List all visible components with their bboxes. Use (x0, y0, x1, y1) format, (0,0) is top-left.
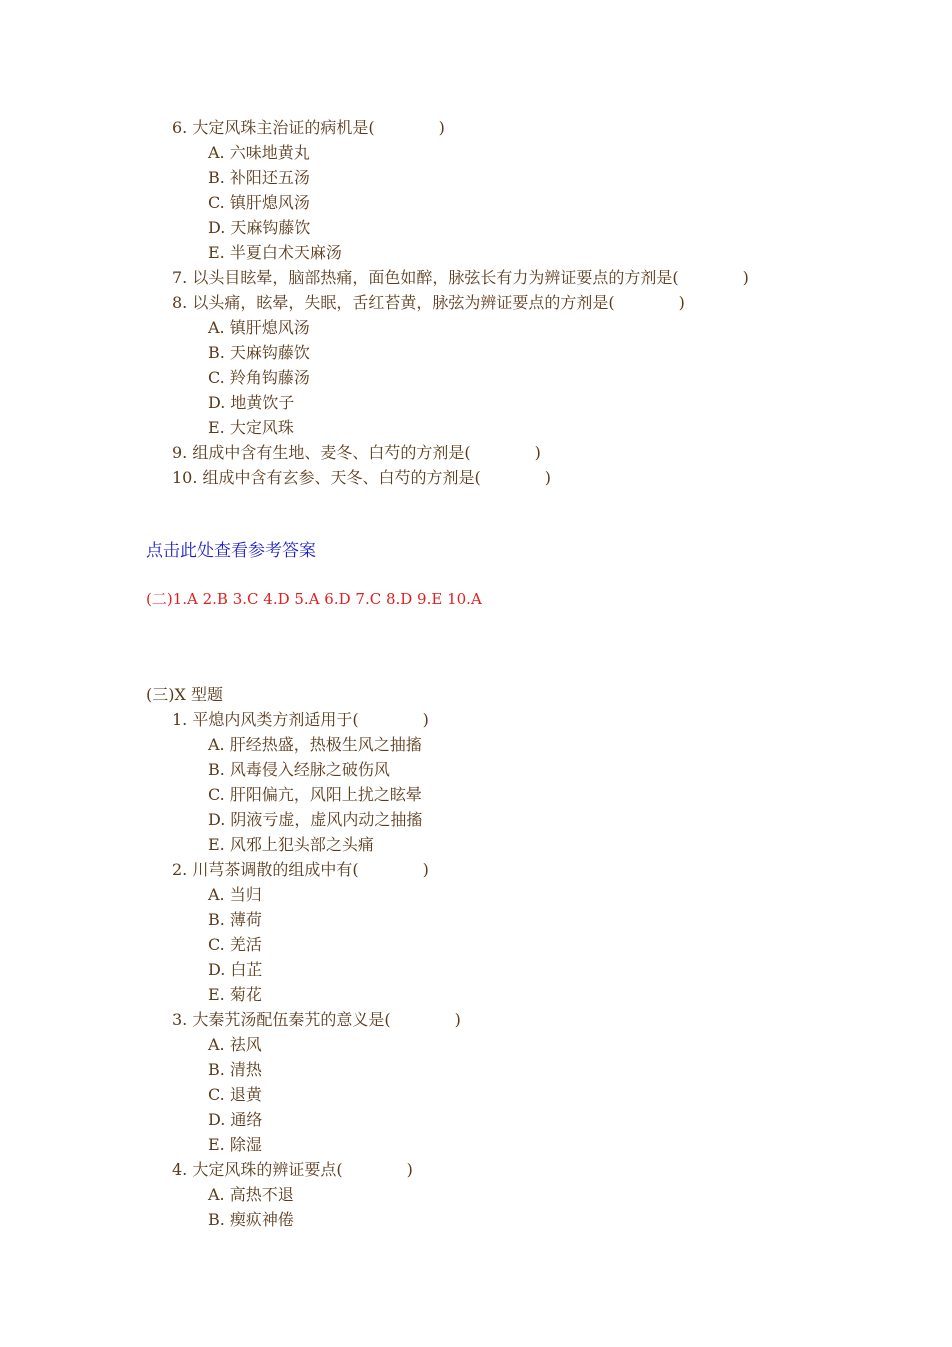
x-q4-option-a: A. 高热不退 (208, 1185, 294, 1204)
q8-option-d: D. 地黄饮子 (208, 393, 295, 412)
x-q3-option-d: D. 通络 (208, 1110, 263, 1129)
x-q2-option-d: D. 白芷 (208, 960, 263, 979)
x-q3-option-a: A. 祛风 (208, 1035, 262, 1054)
x-q1-option-c: C. 肝阳偏亢，风阳上扰之眩晕 (208, 785, 422, 804)
x-question-1: 1. 平熄内风类方剂适用于( ) (172, 710, 429, 729)
x-q1-option-b: B. 风毒侵入经脉之破伤风 (208, 760, 390, 779)
section-heading-x-type: (三)X 型题 (146, 685, 223, 704)
x-q2-option-e: E. 菊花 (208, 985, 262, 1004)
x-q2-option-c: C. 羌活 (208, 935, 262, 954)
q8-option-a: A. 镇肝熄风汤 (208, 318, 310, 337)
question-9: 9. 组成中含有生地、麦冬、白芍的方剂是( ) (172, 443, 541, 462)
x-q3-option-b: B. 清热 (208, 1060, 262, 1079)
x-q3-option-c: C. 退黄 (208, 1085, 262, 1104)
x-q2-option-a: A. 当归 (208, 885, 262, 904)
q8-option-e: E. 大定风珠 (208, 418, 294, 437)
question-6: 6. 大定风珠主治证的病机是( ) (172, 118, 445, 137)
x-q3-option-e: E. 除湿 (208, 1135, 262, 1154)
x-q2-option-b: B. 薄荷 (208, 910, 262, 929)
q6-option-c: C. 镇肝熄风汤 (208, 193, 310, 212)
x-q1-option-e: E. 风邪上犯头部之头痛 (208, 835, 374, 854)
q8-option-b: B. 天麻钩藤饮 (208, 343, 310, 362)
q6-option-b: B. 补阳还五汤 (208, 168, 310, 187)
question-7: 7. 以头目眩晕，脑部热痛，面色如醉，脉弦长有力为辨证要点的方剂是( ) (172, 268, 749, 287)
x-q1-option-a: A. 肝经热盛，热极生风之抽搐 (208, 735, 422, 754)
x-question-4: 4. 大定风珠的辨证要点( ) (172, 1160, 413, 1179)
x-q4-option-b: B. 瘈疭神倦 (208, 1210, 294, 1229)
q6-option-a: A. 六味地黄丸 (208, 143, 310, 162)
q8-option-c: C. 羚角钩藤汤 (208, 368, 310, 387)
question-8: 8. 以头痛，眩晕，失眠，舌红苔黄，脉弦为辨证要点的方剂是( ) (172, 293, 685, 312)
question-10: 10. 组成中含有玄参、天冬、白芍的方剂是( ) (172, 468, 552, 487)
x-question-3: 3. 大秦艽汤配伍秦艽的意义是( ) (172, 1010, 461, 1029)
q6-option-d: D. 天麻钩藤饮 (208, 218, 311, 237)
q6-option-e: E. 半夏白术天麻汤 (208, 243, 342, 262)
x-question-2: 2. 川芎茶调散的组成中有( ) (172, 860, 429, 879)
view-answer-link[interactable]: 点击此处查看参考答案 (146, 541, 316, 561)
x-q1-option-d: D. 阴液亏虚，虚风内动之抽搐 (208, 810, 423, 829)
answer-key: (二)1.A 2.B 3.C 4.D 5.A 6.D 7.C 8.D 9.E 10.A (146, 590, 482, 608)
